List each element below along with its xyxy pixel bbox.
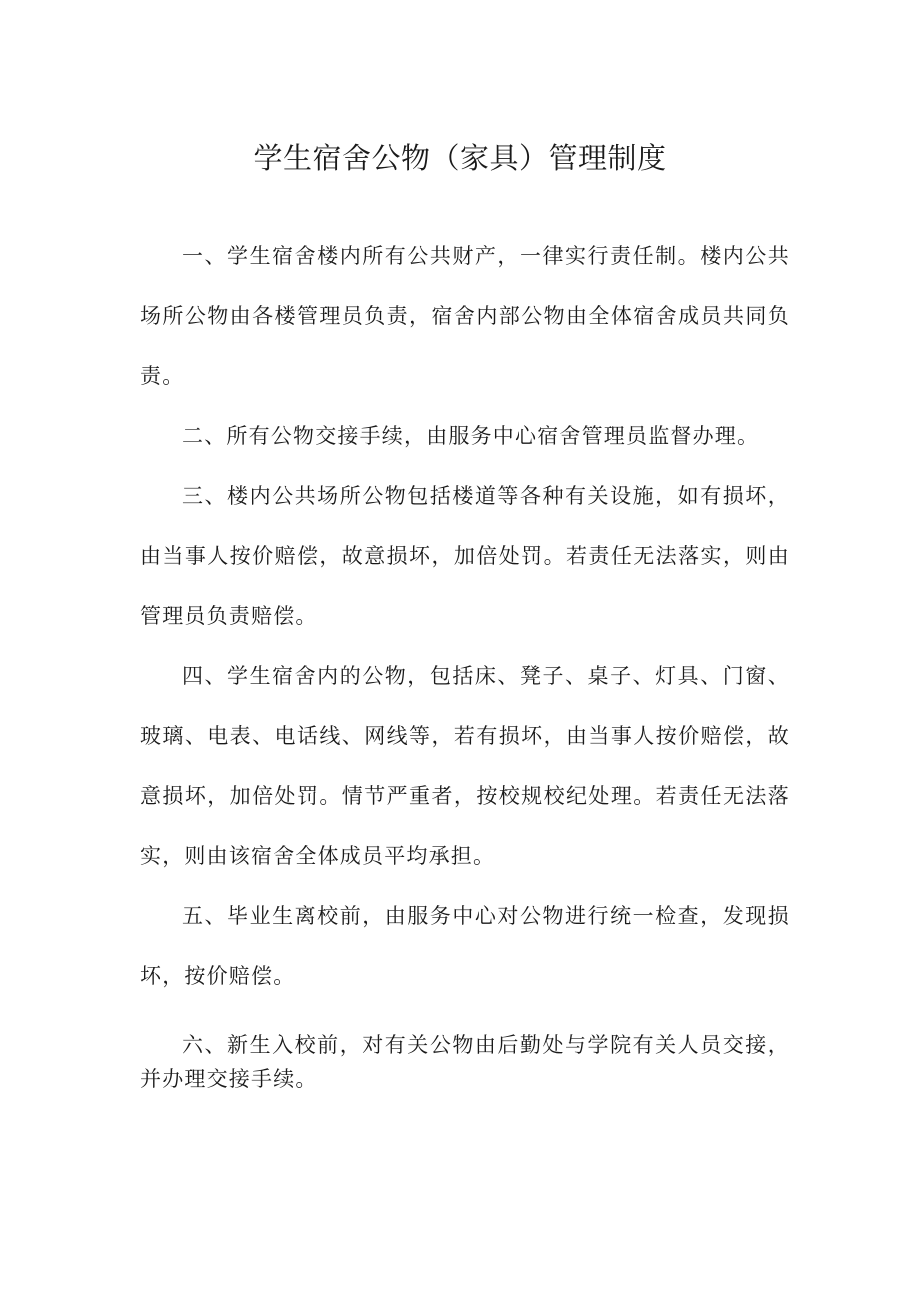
paragraph-5: 五、毕业生离校前，由服务中心对公物进行统一检查，发现损坏，按价赔偿。 (140, 904, 790, 988)
paragraph-6: 六、新生入校前，对有关公物由后勤处与学院有关人员交接，并办理交接手续。 (140, 1033, 790, 1091)
paragraph-1: 一、学生宿舍楼内所有公共财产，一律实行责任制。楼内公共场所公物由各楼管理员负责，宿舍内部公物由全体宿舍成员共同负责。 (140, 244, 790, 388)
document-title: 学生宿舍公物（家具）管理制度 (253, 141, 667, 175)
paragraph-4: 四、学生宿舍内的公物，包括床、凳子、桌子、灯具、门窗、玻璃、电表、电话线、网线等，若有损坏，由当事人按价赔偿，故意损坏，加倍处罚。情节严重者，按校规校纪处理。若责任无法落实，则由该宿舍全体成员平均承担。 (140, 664, 790, 868)
paragraph-3: 三、楼内公共场所公物包括楼道等各种有关设施，如有损坏，由当事人按价赔偿，故意损坏，加倍处罚。若责任无法落实，则由管理员负责赔偿。 (140, 484, 790, 628)
paragraph-2: 二、所有公物交接手续，由服务中心宿舍管理员监督办理。 (182, 424, 760, 448)
